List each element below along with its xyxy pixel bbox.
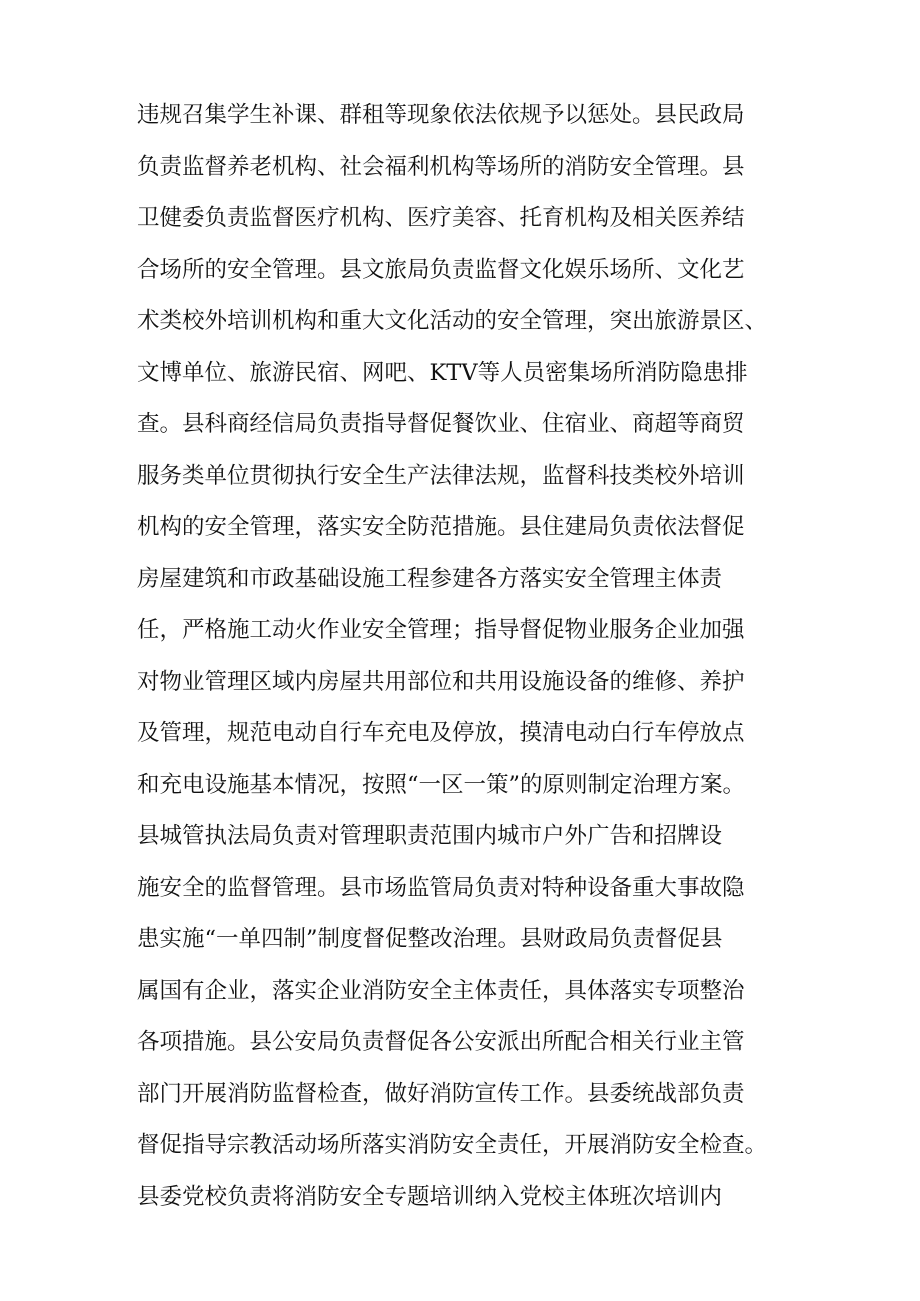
text-line: 施安全的监督管理。县市场监管局负责对特种设备重大事故隐	[137, 875, 745, 901]
text-line: 合场所的安全管理。县文旅局负责监督文化娱乐场所、文化艺	[137, 257, 745, 283]
text-line: 机构的安全管理，落实安全防范措施。县住建局负责依法督促	[137, 514, 745, 540]
text-line: 对物业管理区域内房屋共用部位和共用设施设备的维修、养护	[137, 669, 745, 695]
text-line: 房屋建筑和市政基础设施工程参建各方落实安全管理主体责	[137, 566, 723, 592]
text-line: 部门开展消防监督检查，做好消防宣传工作。县委统战部负责	[137, 1081, 745, 1107]
text-line: 任，严格施工动火作业安全管理；指导督促物业服务企业加强	[137, 617, 745, 643]
text-line: 督促指导宗教活动场所落实消防安全责任，开展消防安全检查。	[137, 1132, 768, 1158]
text-line: 县委党校负责将消防安全专题培训纳入党校主体班次培训内	[137, 1184, 723, 1210]
text-line: 及管理，规范电动自行车充电及停放，摸清电动白行车停放点	[137, 720, 745, 746]
text-line: 服务类单位贯彻执行安全生产法律法规，监督科技类校外培训	[137, 463, 745, 489]
text-line: 卫健委负责监督医疗机构、医疗美容、托育机构及相关医养结	[137, 205, 745, 231]
text-line: 患实施“一单四制”制度督促整改治理。县财政局负责督促县	[137, 926, 723, 952]
text-line: 县城管执法局负责对管理职责范围内城市户外广告和招牌设	[137, 823, 723, 849]
text-line: 文博单位、旅游民宿、网吧、KTV等人员密集场所消防隐患排	[137, 360, 748, 386]
text-line: 查。县科商经信局负责指导督促餐饮业、住宿业、商超等商贸	[137, 411, 745, 437]
text-line: 术类校外培训机构和重大文化活动的安全管理，突出旅游景区、	[137, 308, 768, 334]
text-line: 各项措施。县公安局负责督促各公安派出所配合相关行业主管	[137, 1029, 745, 1055]
text-line: 属国有企业，落实企业消防安全主体责任，具体落实专项整治	[137, 978, 745, 1004]
text-line: 负责监督养老机构、社会福利机构等场所的消防安全管理。县	[137, 154, 745, 180]
text-line: 和充电设施基本情况，按照“一区一策”的原则制定治理方案。	[137, 772, 746, 798]
text-line: 违规召集学生补课、群租等现象依法依规予以惩处。县民政局	[137, 102, 745, 128]
